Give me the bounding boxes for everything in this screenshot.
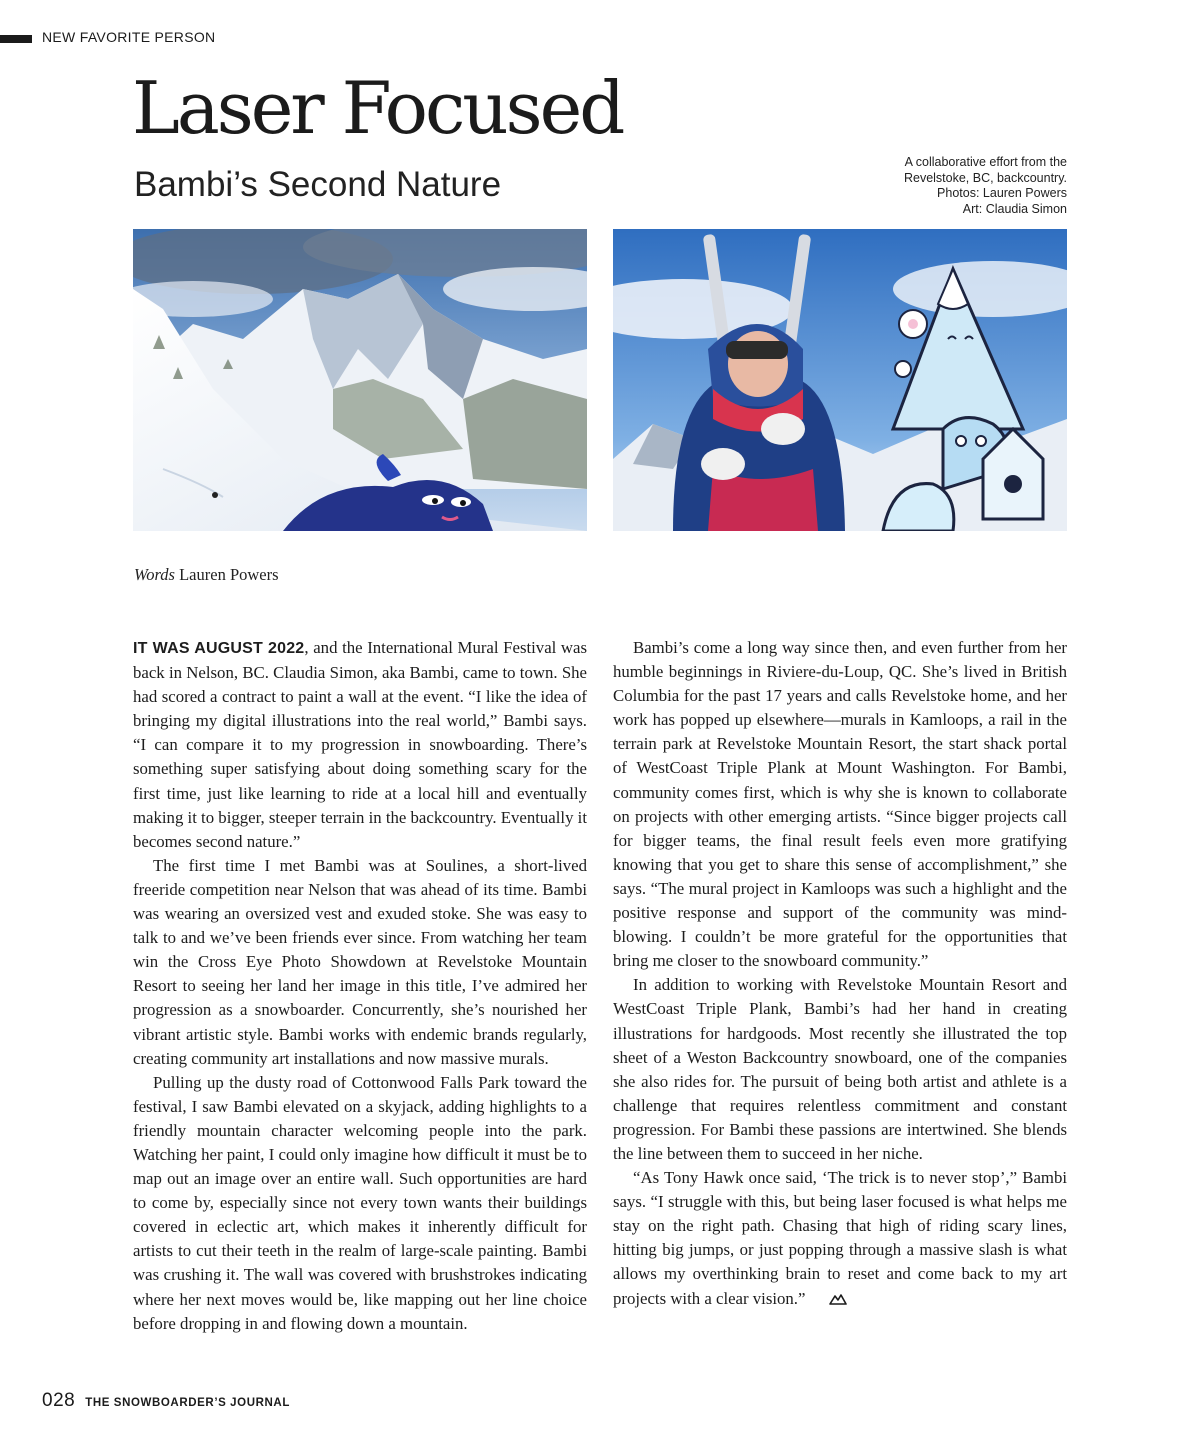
- page-number: 028: [42, 1390, 76, 1411]
- lead-in: IT WAS AUGUST 2022: [133, 640, 305, 657]
- article-paragraph: The first time I met Bambi was at Soulines, a short-lived freeride competition near Nelson that was ahead of its time. Bambi was wearing an oversized vest and exuded stoke. She was easy to talk to and we’ve been friends ever since. From watching her team win the Cross Eye Photo Showdown at Revelstoke Mountain Resort to seeing her land her image in this title, I’ve admired her progression as a snowboarder. Concurrently, she’s nourished her vibrant artistic style. Bambi works with endemic brands regularly, creating community art installations and now massive murals.: [133, 855, 587, 1068]
- article-paragraph: Pulling up the dusty road of Cottonwood Falls Park toward the festival, I saw Bambi elevated on a skyjack, adding highlights to a friendly mountain character welcoming people into the park. Watching her paint, I could only imagine how difficult it must be to map out an image over an entire wall. Such opportunities are hard to come by, especially since not every town wants their buildings covered in eclectic art, which makes it inherently difficult for artists to cut their teeth in the realm of large-scale painting. Bambi was crushing it. The wall was covered with brushstrokes indicating where her next moves would be, like mapping out her line choice before dropping in and flowing down a mountain.: [133, 1072, 587, 1333]
- page-footer: [42, 1390, 290, 1412]
- publication-name: THE SNOWBOARDER’S JOURNAL: [85, 1397, 290, 1409]
- mountain-end-icon: [809, 1288, 827, 1300]
- paragraph-text: “As Tony Hawk once said, ‘The trick is to never stop’,” Bambi says. “I struggle with this, but being laser focused is what helps me stay on the right path. Chasing that high of riding scary lines, hitting big jumps, or just popping through a massive slash is what allows my overthinking brain to reset and come back to my art projects with a clear vision.”: [613, 1168, 1067, 1308]
- photo-credits: [904, 155, 1067, 217]
- credits-line: A collaborative effort from the: [904, 155, 1067, 169]
- article-column-right: [613, 636, 1067, 1311]
- mountain-photo: [133, 229, 587, 531]
- paragraph-text: , and the International Mural Festival was back in Nelson, BC. Claudia Simon, aka Bambi, came to town. She had scored a contract to paint a wall at the event. “I like the idea of bringing my digital illustrations into the real world,” Bambi says. “I can compare it to my progression in snowboarding. There’s something super satisfying about doing something scary for the first time, just like learning to ride at a local hill and eventually making it to bigger, steeper terrain in the backcountry. Eventually it becomes second nature.”: [133, 638, 588, 851]
- article-paragraph: [133, 636, 587, 854]
- byline-prefix: Words: [134, 565, 175, 584]
- credits-line: Photos: Lauren Powers: [937, 186, 1067, 200]
- article-column-left: [133, 636, 587, 1336]
- section-label: NEW FAVORITE PERSON: [42, 29, 216, 45]
- byline-author: Lauren Powers: [179, 565, 279, 584]
- portrait-photo-art: [613, 229, 1067, 531]
- byline: [134, 565, 279, 585]
- mountain-photo-art: [133, 229, 587, 531]
- credits-line: Art: Claudia Simon: [962, 201, 1067, 216]
- article-paragraph: [613, 1166, 1067, 1311]
- credits-line: Revelstoke, BC, backcountry.: [903, 170, 1067, 185]
- article-title: Laser Focused: [132, 66, 623, 150]
- section-bar: [0, 35, 32, 43]
- article-paragraph: Bambi’s come a long way since then, and even further from her humble beginnings in Riviere-du-Loup, QC. She’s lived in British Columbia for the past 17 years and calls Revelstoke home, and her work has popped up elsewhere—murals in Kamloops, a rail in the terrain park at Revelstoke Mountain Resort, the start shack portal of WestCoast Triple Plank at Mount Washington. For Bambi, community comes first, which is why she is known to collaborate on projects with other emerging artists. “Since bigger projects call for bigger teams, the final result feels even more gratifying knowing that you get to share this sense of accomplishment,” she says. “The mural project in Kamloops was such a highlight and the positive response and support of the community was mind-blowing. I couldn’t be more grateful for the opportunities that bring me closer to the snowboard community.”: [613, 638, 1067, 971]
- article-paragraph: In addition to working with Revelstoke Mountain Resort and WestCoast Triple Plank, Bambi’s had her hand in creating illustrations for hardgoods. Most recently she illustrated the top sheet of a Weston Backcountry snowboard, one of the companies she also rides for. The pursuit of being both artist and athlete is a challenge that requires relentless commitment and constant progression. For Bambi these passions are intertwined. She blends the line between them to succeed in her niche.: [613, 975, 1067, 1163]
- article-subtitle: Bambi’s Second Nature: [134, 165, 502, 204]
- portrait-photo: [613, 229, 1067, 531]
